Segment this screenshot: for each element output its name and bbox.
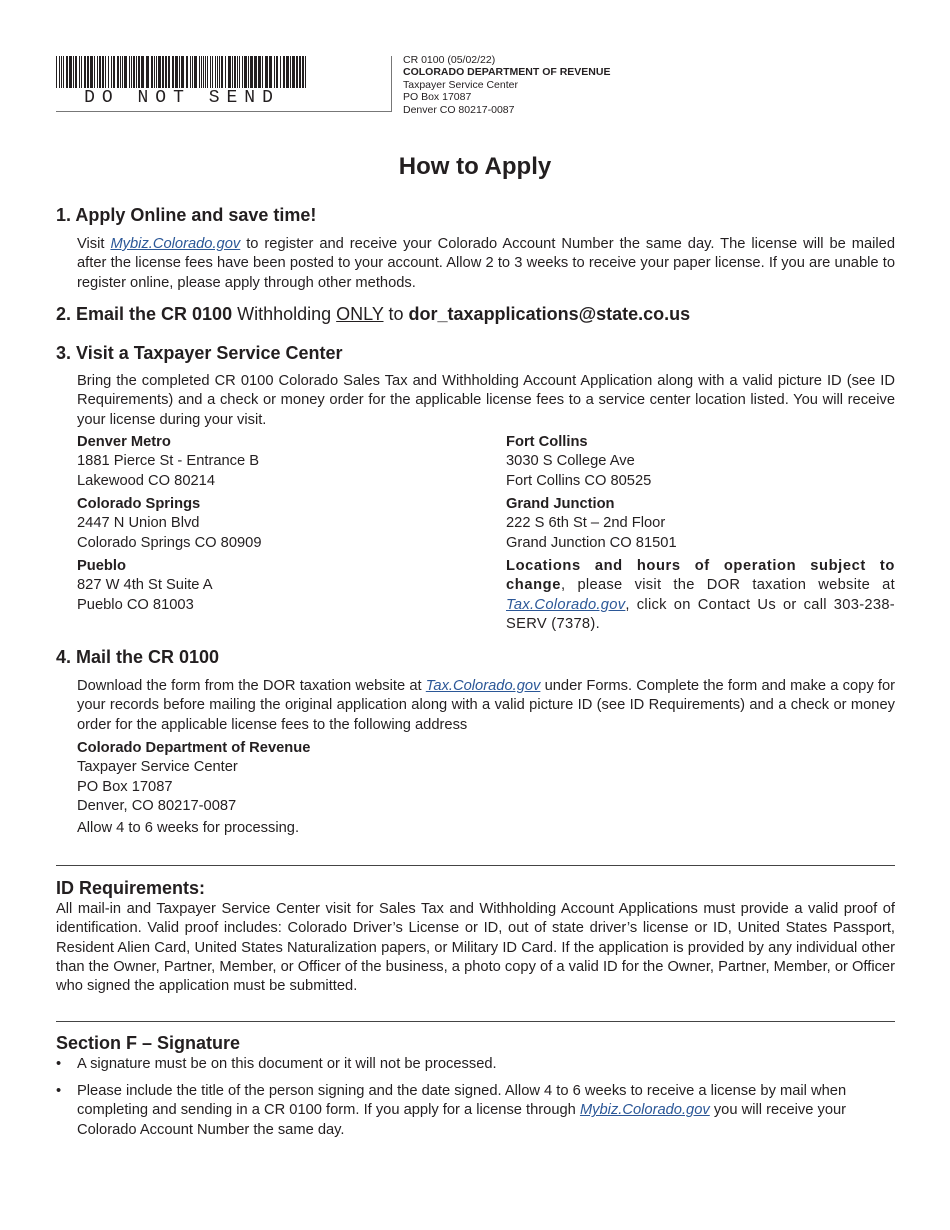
locations-note (506, 557, 895, 634)
location-line2: Colorado Springs CO 80909 (77, 534, 262, 551)
id-requirements-heading: ID Requirements: (56, 878, 206, 898)
step3-text: Bring the completed CR 0100 Colorado Sales Tax and Withholding Account Application along with a valid picture ID (see ID Requirements) and a check or money order for the applicable license fees to a service center location listed. You will receive your license during your visit. (77, 373, 895, 428)
location-line2: Lakewood CO 80214 (77, 472, 215, 489)
mybiz-link[interactable]: Mybiz.Colorado.gov (110, 236, 241, 252)
location-line2: Grand Junction CO 81501 (506, 534, 677, 551)
tax-colorado-link[interactable]: Tax.Colorado.gov (506, 596, 626, 613)
mailing-address-line2: PO Box 17087 (77, 778, 173, 795)
bullet-text: A signature must be on this document or it will not be processed. (77, 1056, 497, 1072)
location-pueblo (77, 557, 467, 615)
form-number: CR 0100 (05/02/22) (403, 54, 496, 66)
location-grand-junction (506, 495, 896, 553)
step1-heading: 1. Apply Online and save time! (56, 205, 317, 225)
section-divider (56, 865, 895, 866)
page-title: How to Apply (398, 153, 552, 180)
bullet-marker: • (56, 1083, 62, 1099)
locations-note-post: , click on Contact Us or call 303-238-SERV (7378). (506, 596, 895, 632)
step2-heading (56, 304, 690, 325)
section-f-heading: Section F – Signature (56, 1033, 241, 1053)
step2-to: to (383, 304, 409, 324)
location-name: Denver Metro (77, 434, 171, 450)
step4-text (77, 677, 895, 735)
barcode-text: DO NOT SEND (84, 88, 280, 108)
location-name: Pueblo (77, 558, 126, 574)
step4-heading: 4. Mail the CR 0100 (56, 647, 220, 667)
location-line2: Fort Collins CO 80525 (506, 472, 652, 489)
email-address: dor_taxapplications@state.co.us (408, 304, 691, 324)
location-colorado-springs (77, 495, 467, 553)
bullet-text (77, 1082, 895, 1140)
center-name: Taxpayer Service Center (403, 78, 518, 91)
step2-only: ONLY (336, 304, 384, 324)
header-vertical-divider (391, 56, 392, 112)
location-line1: 222 S 6th St – 2nd Floor (506, 515, 666, 532)
locations-note-bold: Locations and hours of operation subject to change (506, 558, 895, 594)
step4-pre: Download the form from the DOR taxation website at (77, 678, 426, 694)
processing-time: Allow 4 to 6 weeks for processing. (77, 820, 300, 836)
locations-note-pre: , please visit the DOR taxation website at (561, 577, 895, 594)
bullet2-pre: Please include the title of the person signing and the date signed. Allow 4 to 6 weeks to receive a license by mail when completing and sending in a CR 0100 form. If you apply for a license through (77, 1083, 847, 1119)
location-name: Colorado Springs (77, 496, 201, 512)
location-name: Grand Junction (506, 496, 615, 512)
mailing-address-name: Colorado Department of Revenue (77, 740, 311, 756)
section-divider (56, 1021, 895, 1022)
mailing-address-line3: Denver, CO 80217-0087 (77, 797, 237, 814)
mybiz-link-signature[interactable]: Mybiz.Colorado.gov (579, 1102, 710, 1119)
location-line1: 827 W 4th St Suite A (77, 577, 213, 594)
po-box: PO Box 17087 (403, 91, 472, 104)
location-denver (77, 433, 467, 491)
location-line1: 1881 Pierce St - Entrance B (77, 453, 260, 470)
city-zip: Denver CO 80217-0087 (403, 103, 515, 116)
barcode (56, 56, 308, 88)
location-fort-collins (506, 433, 896, 491)
id-requirements-text: All mail-in and Taxpayer Service Center visit for Sales Tax and Withholding Account Applications must provide a valid proof of identification. Valid proof includes: Colorado Driver’s License or ID, out of state driver’s license or ID, United States Passport, Resident Alien Card, United States Naturalization papers, or Military ID Card. If the application is provided by any individual other than the Owner, Partner, Member, or Officer of the business, a photo copy of a valid ID for the Owner, Partner, Member, or Officer who signed the application must be submitted. (56, 901, 895, 995)
header-divider (56, 111, 391, 112)
step3-heading: 3. Visit a Taxpayer Service Center (56, 343, 343, 363)
step1-pre: Visit (77, 236, 111, 252)
tax-colorado-forms-link[interactable]: Tax.Colorado.gov (425, 678, 541, 694)
department-name: COLORADO DEPARTMENT OF REVENUE (403, 66, 611, 79)
location-line1: 2447 N Union Blvd (77, 515, 200, 532)
step1-post: to register and receive your Colorado Account Number the same day. The license will be mailed after the license fees have been posted to your account. Allow 2 to 3 weeks to receive your paper license. If you are unable to register online, please apply through other methods. (77, 236, 895, 291)
step2-heading-mid: Withholding (232, 304, 337, 324)
step4-post: under Forms. Complete the form and make a copy for your records before mailing the original application along with a valid picture ID (see ID Requirements) and a check or money order for the applicable license fees to the following address (77, 678, 896, 733)
step1-text (77, 235, 895, 293)
location-line1: 3030 S College Ave (506, 453, 635, 470)
form-info (403, 54, 610, 116)
bullet-marker: • (56, 1056, 62, 1072)
mailing-address-line1: Taxpayer Service Center (77, 759, 238, 776)
location-line2: Pueblo CO 81003 (77, 596, 194, 613)
mailing-address (77, 739, 467, 816)
location-name: Fort Collins (506, 434, 588, 450)
step2-heading-bold: 2. Email the CR 0100 (56, 304, 233, 324)
bullet2-post: you will receive your Colorado Account Number the same day. (77, 1102, 847, 1138)
